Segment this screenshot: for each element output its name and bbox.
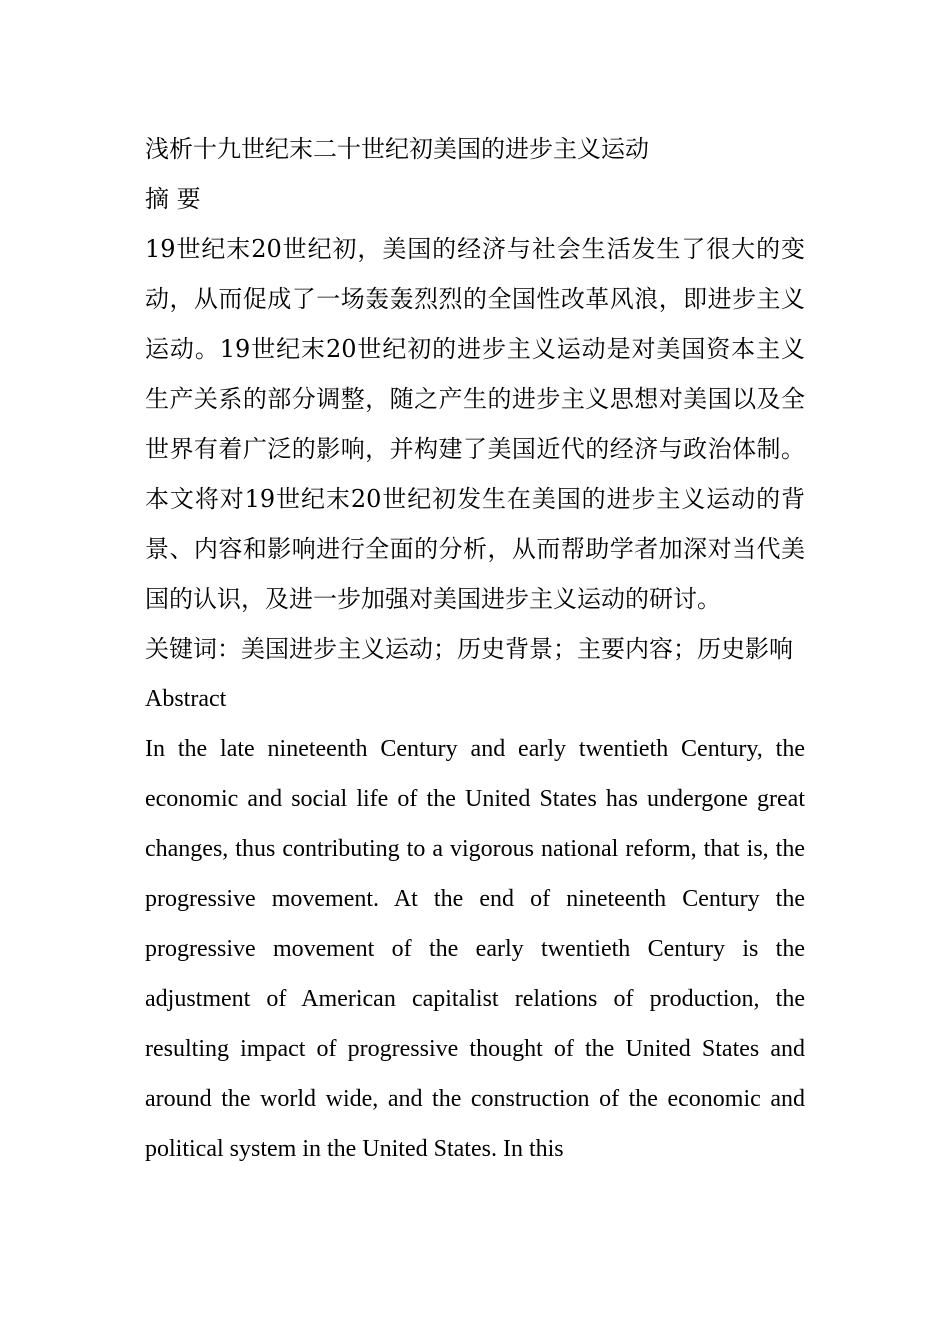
document-title: 浅析十九世纪末二十世纪初美国的进步主义运动	[145, 135, 649, 163]
keywords-cn: 关键词：美国进步主义运动；历史背景；主要内容；历史影响	[145, 635, 793, 663]
abstract-en-heading: Abstract	[145, 686, 227, 712]
abstract-cn-heading: 摘 要	[145, 185, 201, 213]
document-page	[145, 124, 805, 1174]
abstract-en-body: In the late nineteenth Century and early twentieth Century, the economic and social life of the United States has undergone great changes, thus contributing to a vigorous national reform, that is, the progressive movement. At the end of nineteenth Century the progressive movement of the early twentieth Century is the adjustment of American capitalist relations of production, the resulting impact of progressive thought of the United States and around the world wide, and the construction of the economic and political system in the United States. In this	[145, 736, 805, 1162]
abstract-cn-body: 19世纪末20世纪初，美国的经济与社会生活发生了很大的变动，从而促成了一场轰轰烈烈的全国性改革风浪，即进步主义运动。19世纪末20世纪初的进步主义运动是对美国资本主义生产关系的部分调整，随之产生的进步主义思想对美国以及全世界有着广泛的影响，并构建了美国近代的经济与政治体制。本文将对19世纪末20世纪初发生在美国的进步主义运动的背景、内容和影响进行全面的分析，从而帮助学者加深对当代美国的认识，及进一步加强对美国进步主义运动的研讨。	[145, 235, 805, 613]
